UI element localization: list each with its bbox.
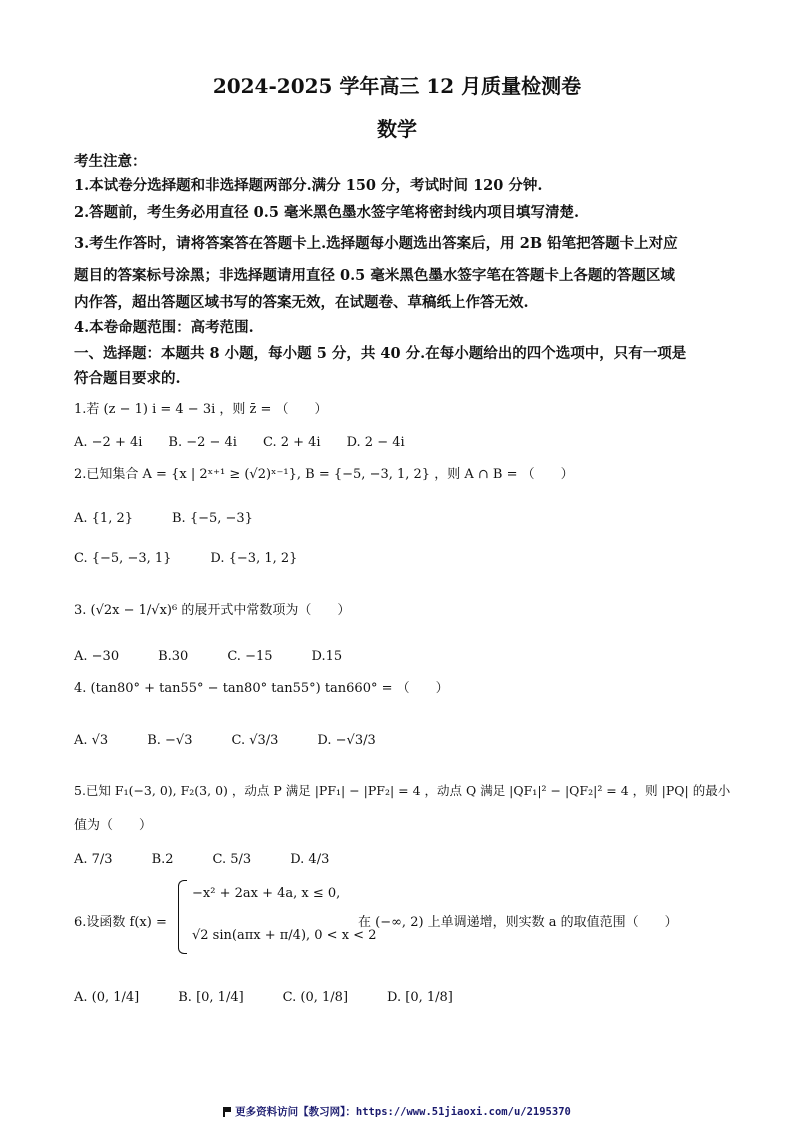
question-5-options: A. 7/3 B.2 C. 5/3 D. 4/3: [74, 852, 330, 867]
notice-item-3-line-3: 内作答，超出答题区域书写的答案无效，在试题卷、草稿纸上作答无效.: [74, 294, 529, 311]
question-2-options-ab: A. {1, 2} B. {−5, −3}: [74, 511, 253, 526]
section-heading-line-1: 一、选择题：本题共 8 小题，每小题 5 分，共 40 分.在每小题给出的四个选项中，只有一项是: [74, 345, 687, 362]
question-1-options: A. −2 + 4i B. −2 − 4i C. 2 + 4i D. 2 − 4i: [74, 435, 405, 450]
footer-text: 更多资料访问【教习网】：https://www.51jiaoxi.com/u/2195370: [235, 1106, 571, 1118]
footer-link[interactable]: [0, 1104, 794, 1119]
question-6-stem-suffix: 在 (−∞, 2) 上单调递增，则实数 a 的取值范围（ ）: [358, 915, 678, 930]
notice-item-2: 2.答题前，考生务必用直径 0.5 毫米黑色墨水签字笔将密封线内项目填写清楚.: [74, 204, 580, 221]
question-2-options-cd: C. {−5, −3, 1} D. {−3, 1, 2}: [74, 551, 298, 566]
notice-item-3-line-1: 3.考生作答时，请将答案答在答题卡上.选择题每小题选出答案后，用 2B 铅笔把答题卡上对应: [74, 235, 678, 252]
question-6-case-1: −x² + 2ax + 4a, x ≤ 0,: [192, 886, 341, 901]
question-1-stem: 1.若 (z − 1) i = 4 − 3i ，则 z̄ = （ ）: [74, 402, 328, 417]
exam-title: 2024-2025 学年高三 12 月质量检测卷: [212, 74, 582, 98]
notice-heading: 考生注意：: [74, 153, 147, 170]
question-3-stem: 3. (√2x − 1/√x)⁶ 的展开式中常数项为（ ）: [74, 603, 351, 618]
notice-item-1: 1.本试卷分选择题和非选择题两部分.满分 150 分，考试时间 120 分钟.: [74, 177, 543, 194]
question-6-stem-prefix: 6.设函数 f(x) =: [74, 915, 167, 930]
piecewise-brace: [178, 880, 187, 954]
question-5-stem-line-2: 值为（ ）: [74, 818, 153, 833]
exam-subject: 数学: [377, 117, 417, 141]
question-2-stem: 2.已知集合 A = {x | 2ˣ⁺¹ ≥ (√2)ˣ⁻¹}, B = {−5, −3, 1, 2} ，则 A ∩ B = （ ）: [74, 467, 574, 482]
question-4-options: A. √3 B. −√3 C. √3/3 D. −√3/3: [74, 733, 376, 748]
question-6-case-2: √2 sin(aπx + π/4), 0 < x < 2: [192, 928, 377, 943]
flag-icon: [223, 1107, 231, 1116]
question-6-options: A. (0, 1/4] B. [0, 1/4] C. (0, 1/8] D. [0, 1/8]: [74, 990, 453, 1005]
question-3-options: A. −30 B.30 C. −15 D.15: [74, 649, 343, 664]
section-heading-line-2: 符合题目要求的.: [74, 370, 181, 387]
notice-item-4: 4.本卷命题范围：高考范围.: [74, 319, 254, 336]
question-5-stem-line-1: 5.已知 F₁(−3, 0), F₂(3, 0) ，动点 P 满足 |PF₁| − |PF₂| = 4 ，动点 Q 满足 |QF₁|² − |QF₂|² = 4 ，则 |PQ| 的最小: [74, 783, 731, 798]
question-4-stem: 4. (tan80° + tan55° − tan80° tan55°) tan660° = （ ）: [74, 681, 449, 696]
notice-item-3-line-2: 题目的答案标号涂黑；非选择题请用直径 0.5 毫米黑色墨水签字笔在答题卡上各题的答题区域: [74, 267, 675, 284]
